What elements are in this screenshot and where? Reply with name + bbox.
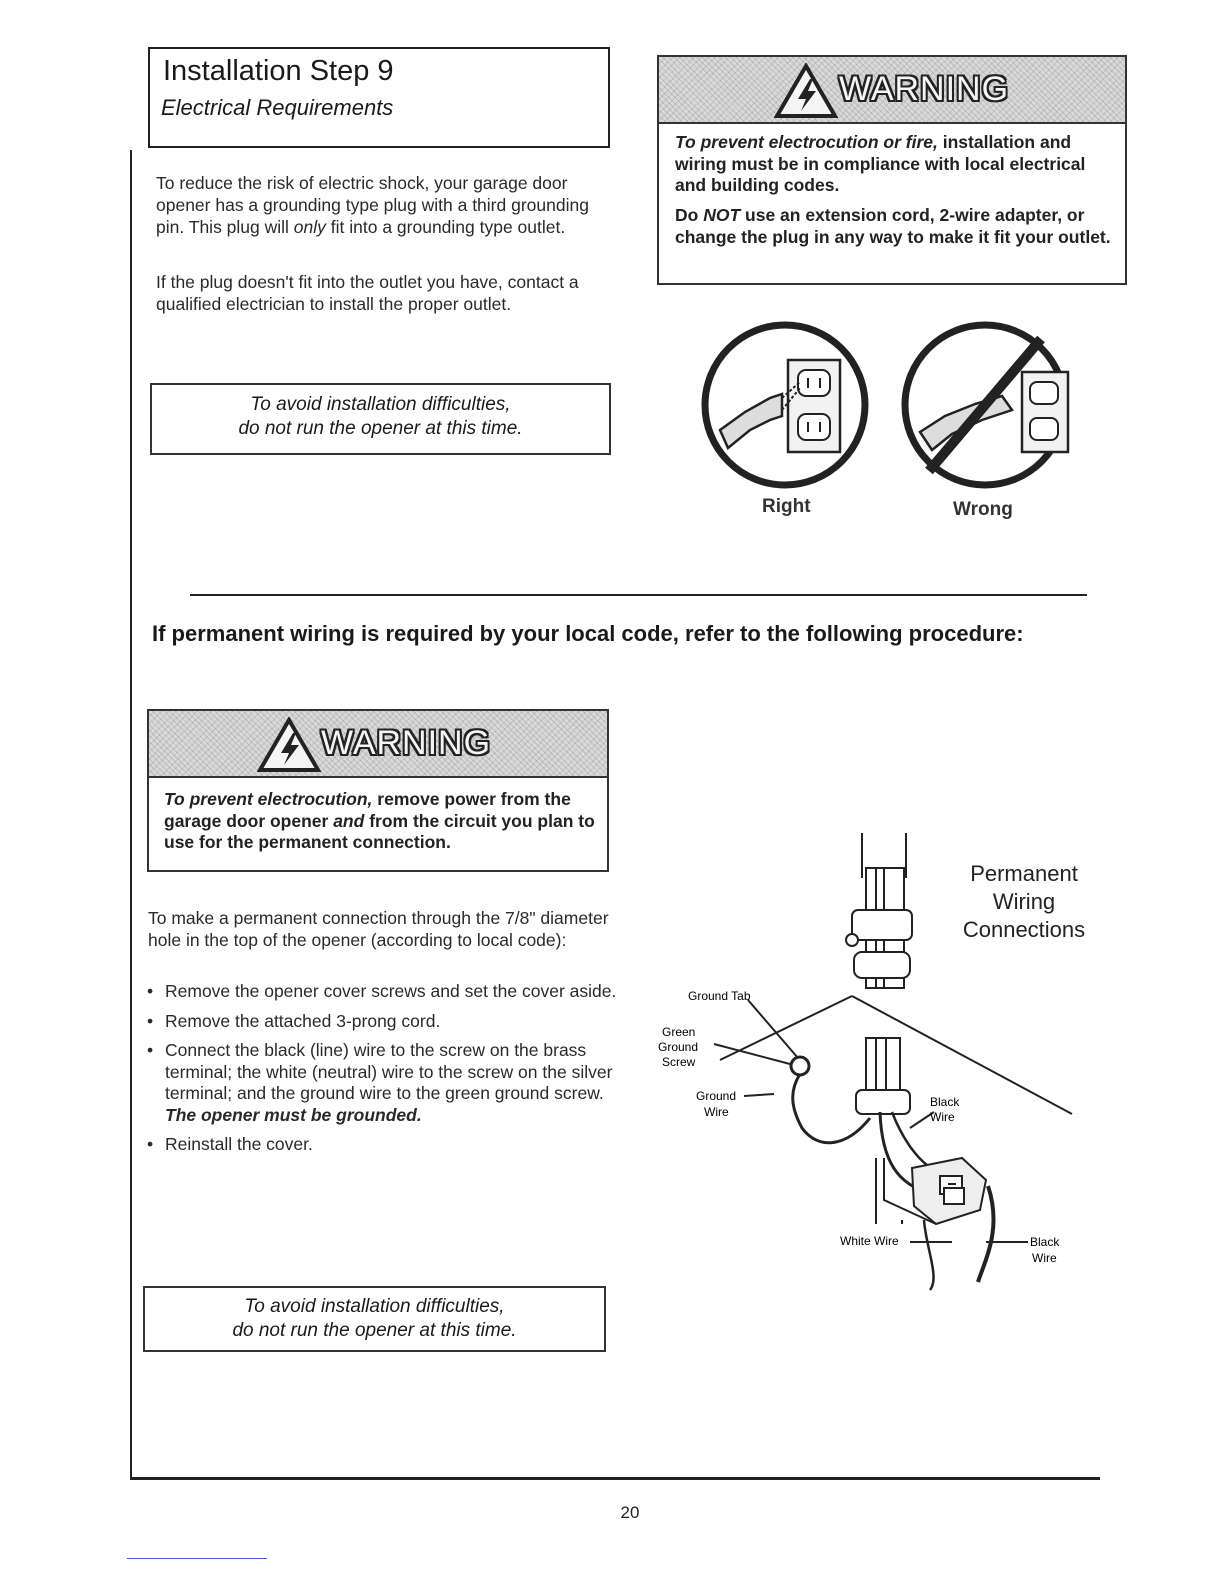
wiring-title-line: Permanent <box>970 861 1078 886</box>
list-item: • Reinstall the cover. <box>147 1134 617 1156</box>
warning-bottom-paragraph: To prevent electrocution, remove power from the garage door opener and from the circuit you plan to use for the permanent connection. <box>164 789 595 852</box>
list-item: • Remove the attached 3-prong cord. <box>147 1011 617 1033</box>
left-margin-rule <box>130 150 132 1478</box>
list-item: • Connect the black (line) wire to the screw on the brass terminal; the white (neutral) wire to the screw on the silver terminal; and the ground wire to the green ground screw. The opener must be grounded. <box>147 1040 617 1126</box>
warning-triangle-icon <box>774 63 838 119</box>
warning-triangle-icon <box>257 717 321 773</box>
black-wire-label: Wire <box>930 1110 955 1124</box>
step-title: Installation Step 9 <box>163 55 394 87</box>
intro-paragraph-1: To reduce the risk of electric shock, your garage door opener has a grounding type plug with a third grounding pin. This plug will only fit into a grounding type outlet. <box>156 173 589 237</box>
green-ground-screw-label: Screw <box>662 1055 696 1069</box>
black-wire-label: Black <box>930 1095 960 1109</box>
page-number: 20 <box>620 1503 640 1522</box>
permanent-connection-intro: To make a permanent connection through the 7/8" diameter hole in the top of the opener (according to local code): <box>148 908 609 950</box>
permanent-steps-list <box>147 981 617 1164</box>
notice-box-top <box>150 383 611 455</box>
wiring-figure-title <box>944 860 1104 944</box>
warning-top-paragraph-1: To prevent electrocution or fire, installation and wiring must be in compliance with local electrical and building codes. <box>675 132 1086 195</box>
footer-line <box>127 1558 267 1559</box>
right-plug-illustration <box>705 325 865 485</box>
notice-line-2: do not run the opener at this time. <box>238 418 523 439</box>
ground-tab-label: Ground Tab <box>688 989 751 1003</box>
warning-top-paragraph-2: Do NOT use an extension cord, 2-wire adapter, or change the plug in any way to make it fit your outlet. <box>675 205 1111 247</box>
wiring-title-line: Connections <box>962 917 1086 942</box>
warning-header <box>659 57 1125 124</box>
step-title-box <box>148 47 610 148</box>
right-label: Right <box>762 496 811 517</box>
notice-line-1: To avoid installation difficulties, <box>244 1296 505 1317</box>
wiring-title-line: Wiring <box>992 889 1056 914</box>
black-wire-bottom-label: Black <box>1030 1235 1060 1249</box>
warning-box-top <box>657 55 1127 285</box>
ground-wire-label: Ground <box>696 1089 737 1103</box>
notice-line-2: do not run the opener at this time. <box>232 1320 517 1341</box>
procedure-heading: If permanent wiring is required by your local code, refer to the following procedure: <box>152 621 1024 646</box>
list-item: • Remove the opener cover screws and set the cover aside. <box>147 981 617 1003</box>
wrong-label: Wrong <box>953 499 1013 520</box>
intro-paragraph-2: If the plug doesn't fit into the outlet you have, contact a qualified electrician to install the proper outlet. <box>156 272 579 314</box>
black-wire-bottom-label: Wire <box>1032 1251 1057 1265</box>
warning-box-bottom <box>147 709 609 872</box>
warning-label: WARNING <box>839 70 1010 108</box>
warning-label: WARNING <box>321 724 492 762</box>
notice-line-1: To avoid installation difficulties, <box>250 394 511 415</box>
green-ground-screw-label: Ground <box>658 1040 699 1054</box>
white-wire-label: White Wire <box>840 1234 899 1248</box>
bottom-rule <box>130 1477 1100 1480</box>
step-subtitle: Electrical Requirements <box>161 95 394 120</box>
wrong-plug-illustration <box>905 325 1068 485</box>
warning-header <box>149 711 607 778</box>
section-divider <box>190 594 1087 596</box>
green-ground-screw-label: Green <box>662 1025 696 1039</box>
ground-wire-label: Wire <box>704 1105 729 1119</box>
notice-box-bottom <box>143 1286 606 1352</box>
plug-right-wrong-figure <box>700 320 1080 500</box>
